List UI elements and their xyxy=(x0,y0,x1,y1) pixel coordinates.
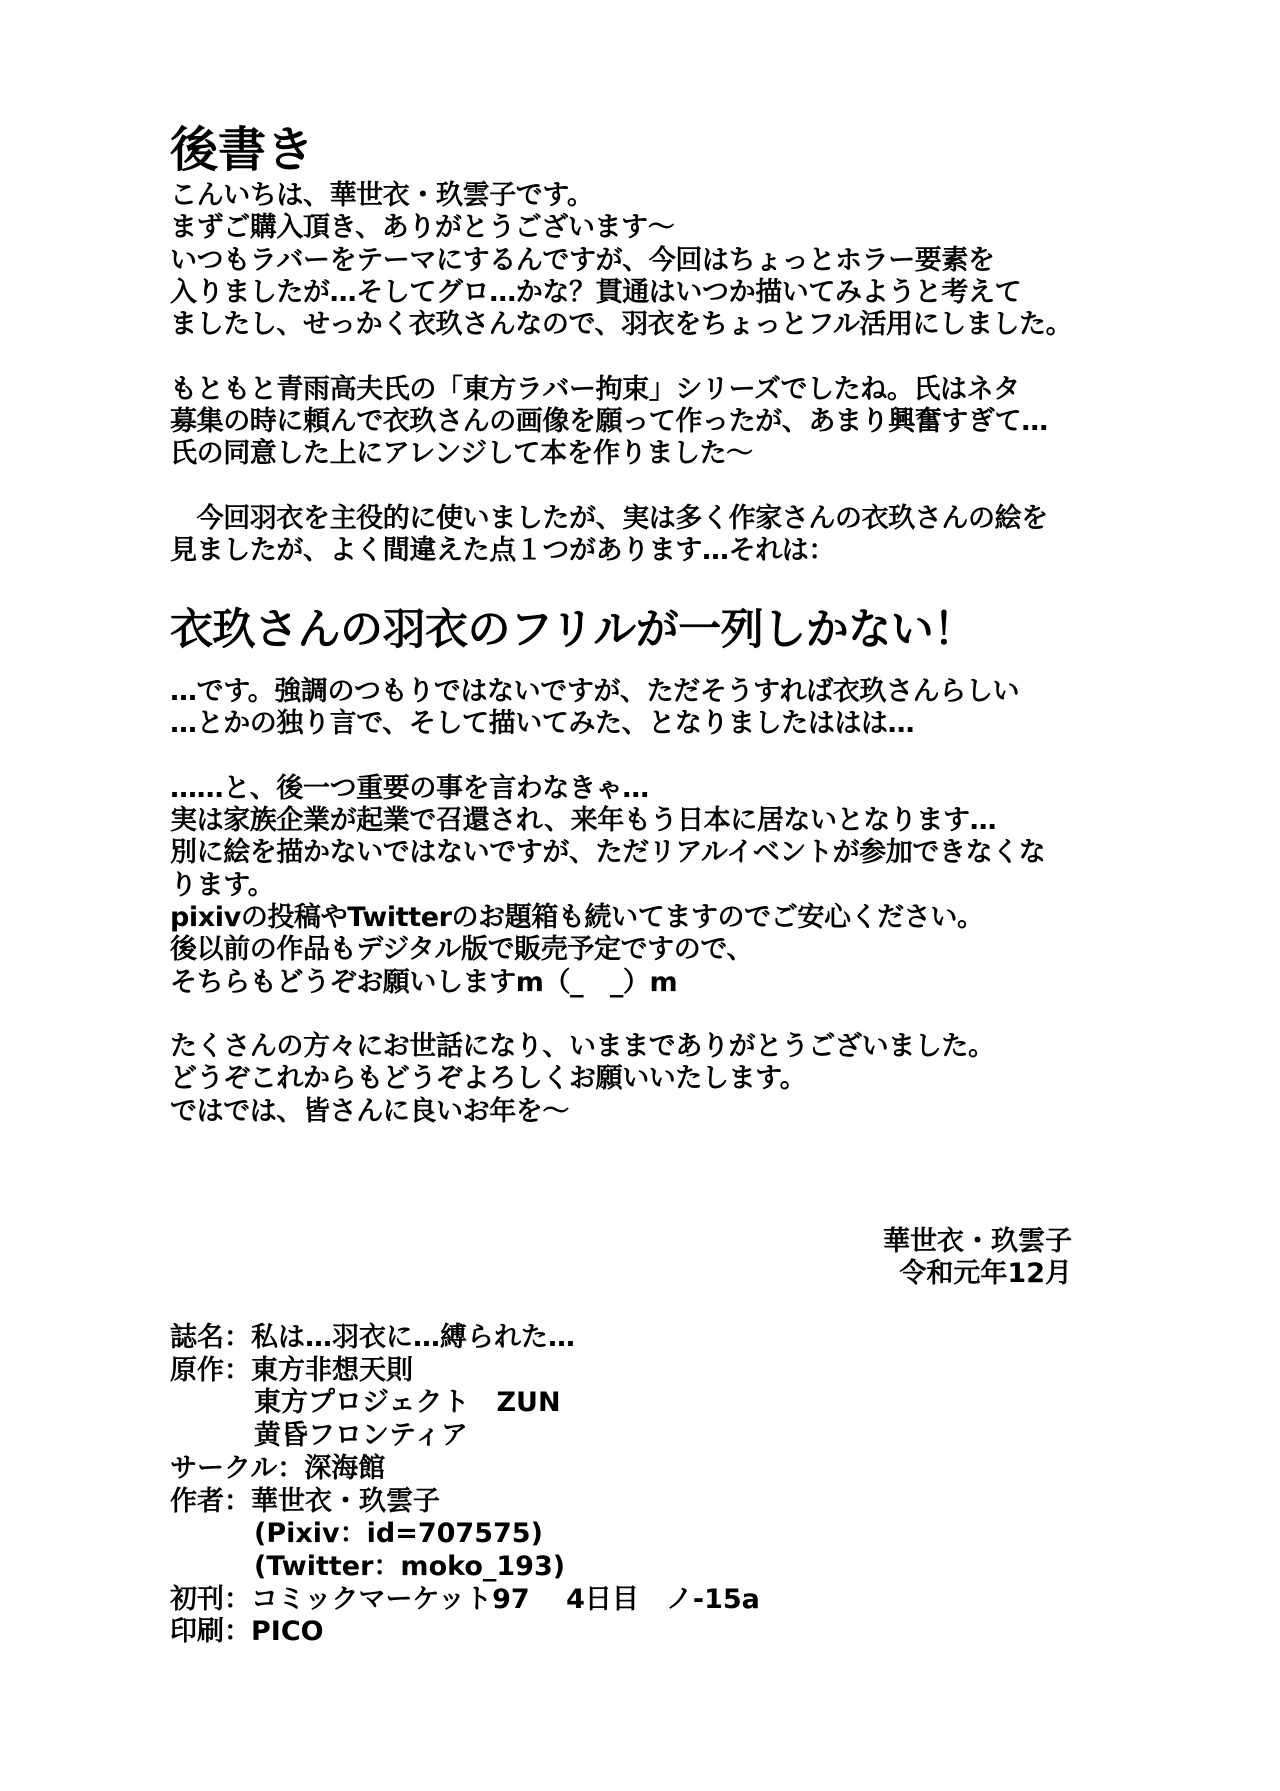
text-line: そちらもどうぞお願いしますm（_ _）m xyxy=(170,966,678,998)
afterword-title: 後書き xyxy=(170,122,315,178)
text-line: たくさんの方々にお世話になり、いままでありがとうございました。 xyxy=(170,1031,995,1063)
colophon-value: 深海館 xyxy=(304,1452,386,1484)
text-line: 見ましたが、よく間違えた点１つがあります…それは： xyxy=(170,535,835,567)
paragraph-explanation xyxy=(170,676,1170,741)
text-line: もともと青雨高夫氏の「東方ラバー拘束」シリーズでしたね。氏はネタ xyxy=(170,373,1020,405)
text-line: 今回羽衣を主役的に使いましたが、実は多く作家さんの衣玖さんの絵を xyxy=(170,502,1048,534)
colophon-label: サークル： xyxy=(170,1452,305,1484)
text-line: …です。強調のつもりではないですが、ただそうすれば衣玖さんらしい xyxy=(170,675,1020,707)
colophon-value: 東方プロジェクト ZUN xyxy=(254,1387,561,1419)
colophon-value: 華世衣・玖雲子 xyxy=(251,1485,440,1517)
text-line: ……と、後一つ重要の事を言わなきゃ… xyxy=(170,772,649,804)
text-line: 入りましたが…そしてグロ…かな？貫通はいつか描いてみようと考えて xyxy=(170,276,1022,308)
colophon-value: 東方非想天則 xyxy=(251,1354,413,1386)
text-line: こんいちは、華世衣・玖雲子です。 xyxy=(170,180,594,211)
colophon-author-row xyxy=(170,1486,1070,1519)
text-line: いつもラバーをテーマにするんですが、今回はちょっとホラー要素を xyxy=(170,244,995,276)
colophon-pixiv: (Pixiv：id=707575) xyxy=(254,1518,543,1550)
colophon-value: 黄昏フロンティア xyxy=(254,1420,468,1452)
signature-date: 令和元年12月 xyxy=(899,1258,1072,1289)
text-line: pixivの投稿やTwitterのお題箱も続いてますのでご安心ください。 xyxy=(170,901,984,933)
text-line: …とかの独り言で、そして描いてみた、となりましたははは… xyxy=(170,708,915,740)
colophon-label: 初刊： xyxy=(170,1583,251,1615)
colophon-first-row xyxy=(170,1584,1070,1617)
colophon-twitter: (Twitter：moko_193) xyxy=(254,1550,566,1582)
signature xyxy=(883,1226,1072,1290)
text-line: 後以前の作品もデジタル版で販売予定ですので、 xyxy=(170,934,754,966)
signature-name: 華世衣・玖雲子 xyxy=(883,1226,1072,1257)
text-line: ではでは、皆さんに良いお年を～ xyxy=(170,1095,569,1127)
emphasis-heading: 衣玖さんの羽衣のフリルが一列しかない！ xyxy=(170,604,976,655)
paragraph-greeting xyxy=(170,180,1170,341)
colophon-value: PICO xyxy=(251,1616,324,1648)
paragraph-point xyxy=(170,503,1170,568)
colophon-circle-row xyxy=(170,1453,1070,1486)
text-line: 氏の同意した上にアレンジして本を作りました～ xyxy=(170,438,753,470)
text-line: 別に絵を描かないではないですが、ただリアルイベントが参加できなくな xyxy=(170,837,1046,869)
paragraph-origin xyxy=(170,374,1170,471)
paragraph-announcement xyxy=(170,773,1170,999)
text-line: ります。 xyxy=(170,869,275,901)
text-line: 実は家族企業が起業で召還され、来年もう日本に居ないとなります… xyxy=(170,805,997,837)
paragraph-thanks xyxy=(170,1031,1170,1128)
text-line: どうぞこれからもどうぞよろしくお願いいたします。 xyxy=(170,1063,807,1095)
colophon-title-row xyxy=(170,1322,1070,1355)
text-line: ましたし、せっかく衣玖さんなので、羽衣をちょっとフル活用にしました。 xyxy=(170,309,1073,341)
text-line: 募集の時に頼んで衣玖さんの画像を願って作ったが、あまり興奮すぎて… xyxy=(170,406,1048,438)
colophon-value: コミックマーケット97 4日目 ノ-15a xyxy=(251,1583,760,1615)
colophon-value: 私は…羽衣に…縛られた… xyxy=(251,1322,575,1353)
colophon-label: 誌名： xyxy=(170,1322,251,1353)
colophon-original-row xyxy=(170,1355,1070,1388)
colophon-print-row xyxy=(170,1616,1070,1649)
colophon-label: 印刷： xyxy=(170,1616,251,1648)
colophon-label: 作者： xyxy=(170,1485,251,1517)
colophon xyxy=(170,1322,1070,1649)
colophon-label: 原作： xyxy=(170,1354,251,1386)
text-line: まずご購入頂き、ありがとうございます～ xyxy=(170,212,675,244)
afterword-body xyxy=(170,180,1170,1160)
